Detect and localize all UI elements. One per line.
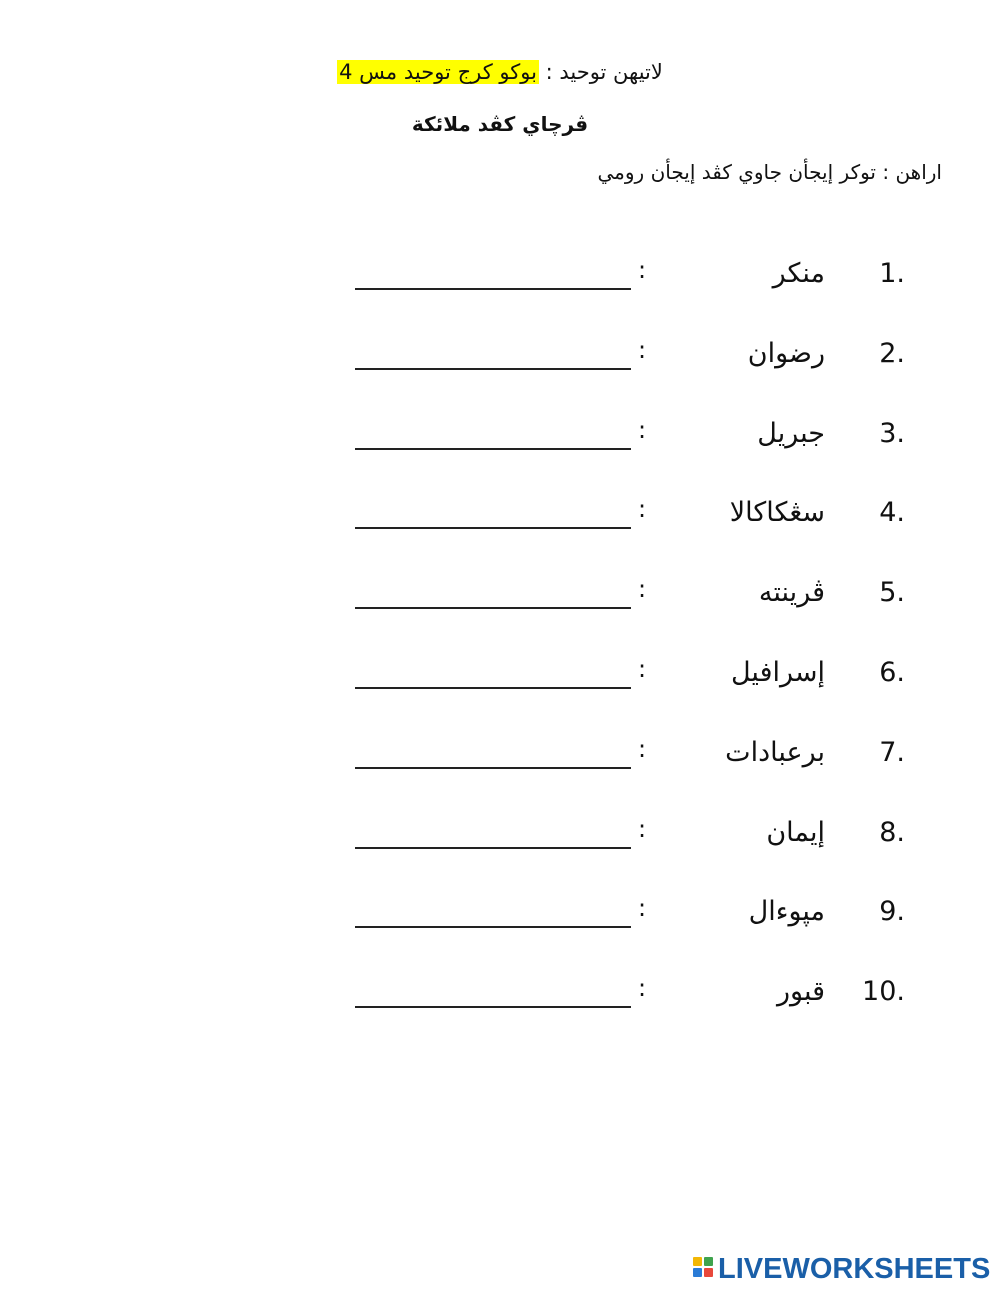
colon-separator: : xyxy=(638,495,647,524)
question-number: 8. xyxy=(879,816,905,848)
question-row xyxy=(0,734,1000,777)
question-number: 9. xyxy=(879,896,905,928)
colon-separator: : xyxy=(638,575,647,604)
answer-blank[interactable] xyxy=(355,847,631,849)
worksheet-title xyxy=(0,60,1000,84)
colon-separator: : xyxy=(638,335,647,364)
jawi-word: قبور xyxy=(776,976,825,1008)
question-row xyxy=(0,335,1000,378)
jawi-word: إيمان xyxy=(766,816,825,848)
question-row xyxy=(0,258,1000,298)
jawi-word: سڠكاكالا xyxy=(729,497,825,529)
logo-text: LIVEWORKSHEETS xyxy=(718,1252,991,1285)
answer-blank[interactable] xyxy=(355,288,631,290)
question-number: 7. xyxy=(879,736,905,768)
question-number: 2. xyxy=(879,337,905,369)
colon-separator: : xyxy=(638,655,647,683)
colon-separator: : xyxy=(638,894,647,923)
colon-separator: : xyxy=(638,814,647,843)
question-row xyxy=(0,577,1000,617)
question-number: 3. xyxy=(879,417,905,449)
question-row xyxy=(0,976,1000,1016)
colon-separator: : xyxy=(638,415,647,444)
answer-blank[interactable] xyxy=(355,926,631,928)
question-number: 1. xyxy=(879,258,905,289)
answer-blank[interactable] xyxy=(355,767,631,769)
jawi-word: برعبادات xyxy=(725,736,825,768)
colon-separator: : xyxy=(638,734,647,763)
answer-blank[interactable] xyxy=(355,687,631,689)
title-prefix: لاتيهن توحيد : xyxy=(538,60,663,84)
question-row xyxy=(0,814,1000,857)
question-number: 10. xyxy=(862,976,905,1008)
jawi-word: رضوان xyxy=(747,337,825,369)
worksheet-subtitle: ڤرچاي كڤد ملائكة xyxy=(411,112,589,136)
question-number: 5. xyxy=(879,577,905,609)
question-row xyxy=(0,497,1000,537)
answer-blank[interactable] xyxy=(355,448,631,450)
colon-separator: : xyxy=(638,256,647,284)
title-highlight: بوكو كرج توحيد مس 4 xyxy=(339,60,537,84)
colon-separator: : xyxy=(638,974,647,1003)
jawi-word: إسرافيل xyxy=(730,657,825,688)
question-number: 4. xyxy=(879,497,905,529)
jawi-word: جبريل xyxy=(757,417,825,449)
answer-blank[interactable] xyxy=(355,527,631,529)
question-row xyxy=(0,415,1000,458)
liveworksheets-logo xyxy=(693,1252,990,1286)
question-row xyxy=(0,657,1000,697)
jawi-word: ڤرينته xyxy=(758,577,825,609)
question-row xyxy=(0,896,1000,936)
liveworksheets-logo-icon xyxy=(693,1257,715,1281)
answer-blank[interactable] xyxy=(355,607,631,609)
question-number: 6. xyxy=(879,657,905,688)
jawi-word: منكر xyxy=(772,258,825,289)
instruction-text: اراهن : توكر إيجأن جاوي كڤد إيجأن رومي xyxy=(597,160,942,184)
jawi-word: مپوءال xyxy=(748,896,825,928)
answer-blank[interactable] xyxy=(355,368,631,370)
answer-blank[interactable] xyxy=(355,1006,631,1008)
